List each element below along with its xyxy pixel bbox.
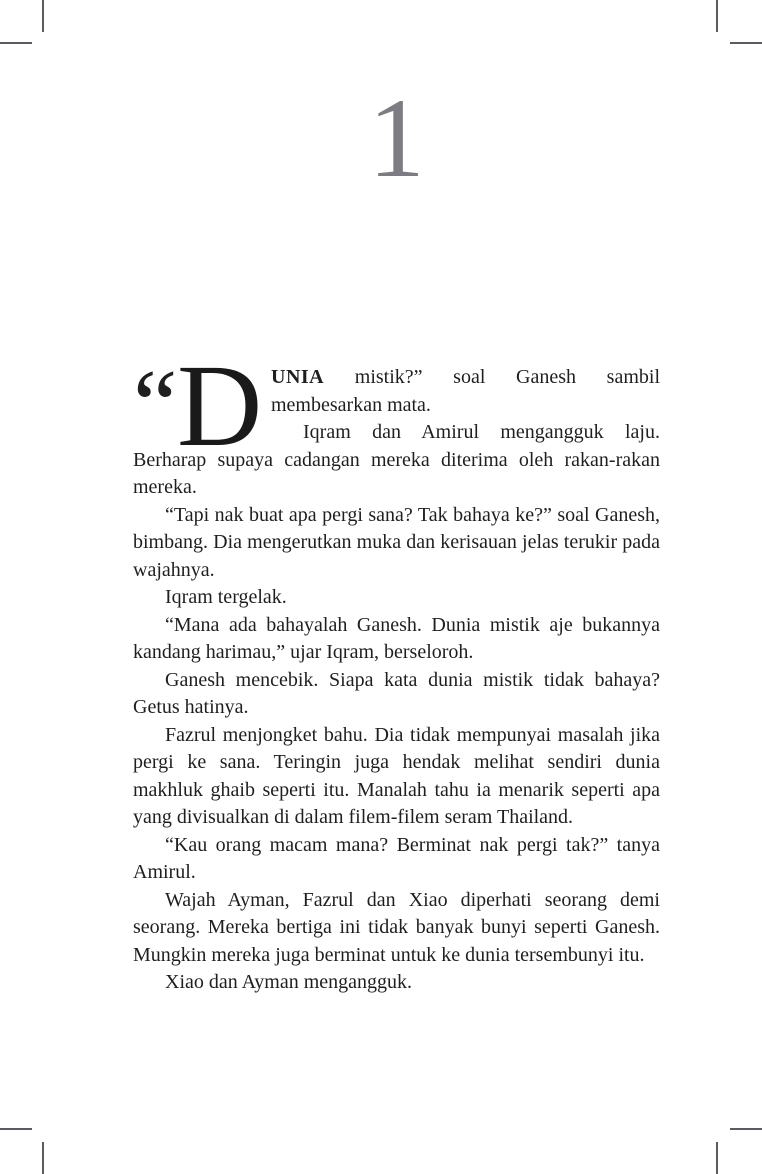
paragraph: Iqram tergelak. [165, 586, 287, 608]
paragraph: Wajah Ayman, Fazrul dan Xiao diperhati seorang demi seorang. Mereka bertiga ini tidak banyak bunyi seperti Ganesh. Mungkin mereka juga berminat untuk ke dunia tersembunyi itu. [133, 888, 660, 966]
chapter-body [133, 340, 660, 997]
paragraph: Iqram dan Amirul mengangguk laju. Berharap supaya cadangan mereka diterima oleh rakan-rakan mereka. [133, 421, 660, 498]
paragraph: Ganesh mencebik. Siapa kata dunia mistik tidak bahaya? Getus hatinya. [133, 668, 660, 718]
crop-mark-top-right-horizontal [730, 42, 762, 44]
crop-mark-bottom-left-vertical [42, 1142, 44, 1174]
lead-word: UNIA [271, 366, 325, 388]
opening-paragraph-text: mistik?” soal Ganesh sambil membesarkan mata. [271, 366, 660, 416]
crop-mark-bottom-left-horizontal [0, 1128, 32, 1130]
paragraph: “Kau orang macam mana? Berminat nak pergi tak?” tanya Amirul. [133, 833, 660, 883]
chapter-number: 1 [368, 76, 425, 201]
paragraph: “Tapi nak buat apa pergi sana? Tak bahaya ke?” soal Ganesh, bimbang. Dia mengerutkan muka dan kerisauan jelas terukir pada wajahnya. [133, 503, 660, 581]
crop-mark-top-left-vertical [42, 0, 44, 32]
page-content [133, 0, 660, 997]
crop-mark-bottom-right-horizontal [730, 1128, 762, 1130]
opening-quote-mark: “ [133, 349, 178, 460]
paragraph: Xiao dan Ayman mengangguk. [165, 971, 413, 993]
drop-cap-letter: D [177, 340, 263, 471]
paragraph: Fazrul menjongket bahu. Dia tidak mempunyai masalah jika pergi ke sana. Teringin juga hendak melihat sendiri dunia makhluk ghaib seperti itu. Manalah tahu ia menarik seperti apa yang divisualkan di dalam filem-filem seram Thailand. [133, 723, 660, 828]
crop-mark-bottom-right-vertical [716, 1142, 718, 1174]
crop-mark-top-left-horizontal [0, 42, 32, 44]
paragraph: “Mana ada bahayalah Ganesh. Dunia mistik aje bukannya kandang harimau,” ujar Iqram, berseloroh. [133, 613, 660, 663]
drop-cap-block [133, 340, 271, 471]
crop-mark-top-right-vertical [716, 0, 718, 32]
